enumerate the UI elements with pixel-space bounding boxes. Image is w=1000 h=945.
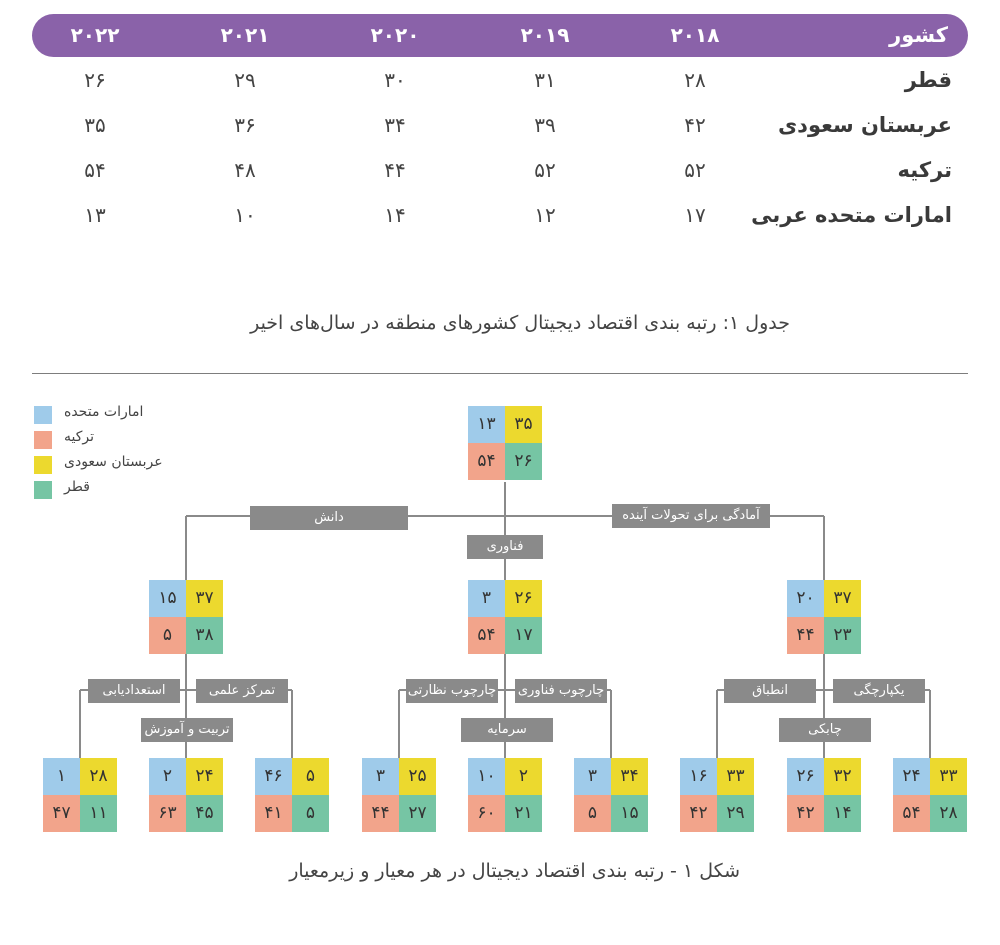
cell-turkey: ۴۱ — [255, 795, 292, 832]
cell-uae: ۲۰ — [787, 580, 824, 617]
row-value: ۲۶ — [84, 68, 106, 92]
cell-uae: ۴۶ — [255, 758, 292, 795]
tag-agility: چابکی — [779, 718, 871, 742]
cell-qatar: ۲۳ — [824, 617, 861, 654]
cell-qatar: ۲۹ — [717, 795, 754, 832]
cell-saudi: ۲۶ — [505, 580, 542, 617]
row-value: ۳۱ — [534, 68, 556, 92]
cell-saudi: ۲۸ — [80, 758, 117, 795]
row-value: ۵۴ — [84, 158, 106, 182]
tag-capital: سرمایه — [461, 718, 553, 742]
legend-label: امارات متحده — [64, 404, 144, 420]
row-value: ۲۸ — [684, 68, 706, 92]
header-year-2020: ۲۰۲۰ — [370, 23, 420, 47]
cell-qatar: ۲۱ — [505, 795, 542, 832]
cell-saudi: ۳۵ — [505, 406, 542, 443]
row-value: ۳۵ — [84, 113, 106, 137]
cell-qatar: ۲۶ — [505, 443, 542, 480]
row-value: ۲۹ — [234, 68, 256, 92]
cell-qatar: ۳۸ — [186, 617, 223, 654]
cell-qatar: ۱۵ — [611, 795, 648, 832]
header-year-2021: ۲۰۲۱ — [220, 23, 270, 47]
cell-saudi: ۳۷ — [824, 580, 861, 617]
header-year-2019: ۲۰۱۹ — [520, 23, 570, 47]
tag-technology: فناوری — [467, 535, 543, 559]
tag-integration: یکپارچگی — [833, 679, 925, 703]
cell-turkey: ۴۲ — [680, 795, 717, 832]
cell-saudi: ۳۴ — [611, 758, 648, 795]
row-country: قطر — [904, 68, 952, 92]
row-value: ۵۲ — [534, 158, 556, 182]
row-country: عربستان سعودی — [777, 113, 952, 137]
cell-turkey: ۵۴ — [468, 443, 505, 480]
row-value: ۴۴ — [384, 158, 406, 182]
tag-scientific-concentration: تمرکز علمی — [196, 679, 288, 703]
cell-saudi: ۵ — [292, 758, 329, 795]
tag-knowledge: دانش — [250, 506, 408, 530]
cell-uae: ۱۶ — [680, 758, 717, 795]
cell-qatar: ۱۱ — [80, 795, 117, 832]
cell-uae: ۱ — [43, 758, 80, 795]
cell-uae: ۳ — [362, 758, 399, 795]
tag-talent: استعدادیابی — [88, 679, 180, 703]
cell-turkey: ۵ — [574, 795, 611, 832]
row-value: ۳۴ — [384, 113, 406, 137]
cell-saudi: ۳۳ — [717, 758, 754, 795]
cell-turkey: ۴۴ — [362, 795, 399, 832]
tag-future-readiness: آمادگی برای تحولات آینده — [612, 504, 770, 528]
tag-regulatory-framework: چارچوب نظارتی — [406, 679, 498, 703]
tag-training-education: تربیت و آموزش — [141, 718, 233, 742]
row-value: ۴۲ — [684, 113, 706, 137]
header-year-2018: ۲۰۱۸ — [670, 23, 720, 47]
row-country: امارات متحده عربی — [751, 203, 952, 227]
cell-uae: ۱۳ — [468, 406, 505, 443]
cell-saudi: ۲۴ — [186, 758, 223, 795]
header-country: کشور — [889, 23, 948, 47]
cell-uae: ۲۶ — [787, 758, 824, 795]
cell-turkey: ۴۷ — [43, 795, 80, 832]
row-country: ترکیه — [897, 158, 952, 182]
cell-uae: ۱۰ — [468, 758, 505, 795]
cell-uae: ۲۴ — [893, 758, 930, 795]
cell-uae: ۳ — [468, 580, 505, 617]
row-value: ۵۲ — [684, 158, 706, 182]
cell-saudi: ۳۷ — [186, 580, 223, 617]
cell-turkey: ۵۴ — [893, 795, 930, 832]
legend-label: قطر — [64, 479, 90, 495]
cell-turkey: ۴۲ — [787, 795, 824, 832]
cell-turkey: ۶۳ — [149, 795, 186, 832]
header-year-2022: ۲۰۲۲ — [70, 23, 120, 47]
row-value: ۱۷ — [684, 203, 706, 227]
cell-uae: ۱۵ — [149, 580, 186, 617]
cell-saudi: ۲۵ — [399, 758, 436, 795]
cell-turkey: ۴۴ — [787, 617, 824, 654]
figure-caption: شکل ۱ - رتبه بندی اقتصاد دیجیتال در هر معیار و زیرمعیار — [289, 860, 740, 882]
cell-turkey: ۵۴ — [468, 617, 505, 654]
legend-label: ترکیه — [64, 429, 95, 445]
row-value: ۴۸ — [234, 158, 256, 182]
cell-qatar: ۲۷ — [399, 795, 436, 832]
legend-label: عربستان سعودی — [64, 454, 163, 470]
cell-saudi: ۲ — [505, 758, 542, 795]
cell-turkey: ۵ — [149, 617, 186, 654]
cell-qatar: ۵ — [292, 795, 329, 832]
cell-qatar: ۱۴ — [824, 795, 861, 832]
cell-saudi: ۳۲ — [824, 758, 861, 795]
tag-technology-framework: چارچوب فناوری — [515, 679, 607, 703]
row-value: ۱۳ — [84, 203, 106, 227]
row-value: ۳۹ — [534, 113, 556, 137]
cell-qatar: ۴۵ — [186, 795, 223, 832]
cell-qatar: ۱۷ — [505, 617, 542, 654]
row-value: ۱۲ — [534, 203, 556, 227]
tag-adaptation: انطباق — [724, 679, 816, 703]
row-value: ۱۴ — [384, 203, 406, 227]
cell-qatar: ۲۸ — [930, 795, 967, 832]
cell-turkey: ۶۰ — [468, 795, 505, 832]
row-value: ۱۰ — [234, 203, 256, 227]
cell-uae: ۲ — [149, 758, 186, 795]
cell-uae: ۳ — [574, 758, 611, 795]
row-value: ۳۶ — [234, 113, 256, 137]
row-value: ۳۰ — [384, 68, 406, 92]
table-caption: جدول ۱: رتبه بندی اقتصاد دیجیتال کشورهای منطقه در سال‌های اخیر — [250, 312, 790, 334]
cell-saudi: ۳۳ — [930, 758, 967, 795]
